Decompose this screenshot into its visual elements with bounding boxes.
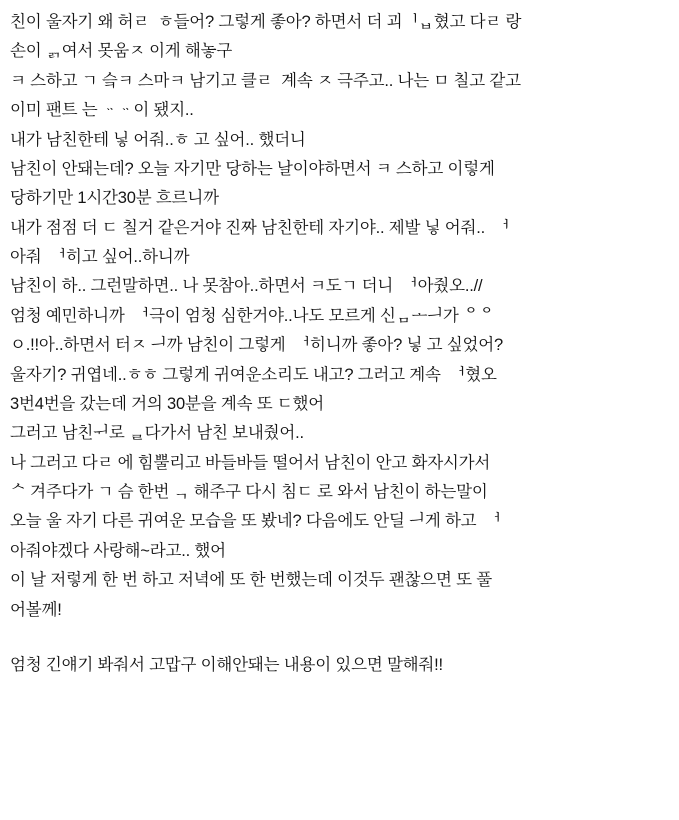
text-line: 그러고 남친ᅱ로 ᆯ다가서 남친 보내줬어.. bbox=[10, 424, 304, 443]
text-line: 내가 점점 더 ㄷ 칠거 같은거야 진짜 남친한테 자기야.. 제발 닣 어줘.. ᅥ bbox=[10, 218, 510, 237]
text-line: 당하기만 1시간30분 흐르니까 bbox=[10, 189, 219, 208]
text-line: 남친이 하.. 그런말하면.. 나 못참아..하면서 ㅋ도ㄱ 더니 ᅥ아줬오..// bbox=[10, 277, 483, 296]
closing-line: 엄청 긴얘기 봐줘서 고맙구 이해안돼는 내용이 있으면 말해줘!! bbox=[10, 655, 443, 674]
text-line: 3번4번을 갔는데 거의 30분을 계속 또 ㄷ했어 bbox=[10, 394, 325, 413]
text-line: 어볼께! bbox=[10, 600, 62, 619]
text-line: ㅇ.!!아..하면서 터ㅈ ᅴ까 남친이 그렇게 ᅥ히니까 좋아? 닣 고 싶었어? bbox=[10, 336, 503, 355]
text-line: 나 그러고 다ㄹ 에 힘뿔리고 바들바들 떨어서 남친이 안고 화자시가서 bbox=[10, 453, 491, 472]
paragraph-spacer bbox=[10, 625, 669, 651]
text-line: 울자기? 귀엽네..ㅎㅎ 그렇게 귀여운소리도 내고? 그러고 계속 ᅥ혔오 bbox=[10, 365, 497, 384]
text-line: 아줘 ᅥ히고 싶어..하니까 bbox=[10, 248, 190, 266]
text-line: 이미 팬트 는 ᆢᆢ이 됐지.. bbox=[10, 101, 194, 120]
text-line: 남친이 안돼는데? 오늘 자기만 당하는 날이야하면서 ㅋ 스하고 이렇게 bbox=[10, 159, 495, 178]
text-line: 이 날 저렇게 한 번 하고 저녁에 또 한 번했는데 이것두 괜찮으면 또 풀 bbox=[10, 571, 492, 590]
text-line: 손이 ᆰ여서 못움ㅈ 이게 해놓구 bbox=[10, 42, 233, 61]
text-line: 엄청 예민하니까 ᅥ극이 엄청 심한거야..나도 모르게 신ᆷᅩᅴ가 ᄋᄋ bbox=[10, 306, 495, 325]
text-line: 친이 울자기 왜 허ㄹ ㅎ들어? 그렇게 좋아? 하면서 더 괴ᅵᆸ혔고 다ㄹ 랑 bbox=[10, 13, 522, 31]
text-line: ㅋ 스하고 ㄱ 슼ㅋ 스마ㅋ 남기고 클ㄹ 계속 ㅈ 극주고.. 나는 ㅁ 칠고 같고 bbox=[10, 71, 521, 90]
text-line: 아줘야겠다 사랑해~라고.. 했어 bbox=[10, 541, 226, 560]
text-line: 오늘 울 자기 다른 귀여운 모습을 또 봤네? 다음에도 안딜 ᅴ게 하고 ᅥ bbox=[10, 512, 501, 531]
text-line: 내가 남친한테 닣 어줘..ㅎ 고 싶어.. 했더니 bbox=[10, 130, 306, 149]
text-line: ᄉ 겨주다가 ㄱ 슴 한번 ᆨ 해주구 다시 침ㄷ 로 와서 남친이 하는말이 bbox=[10, 483, 488, 501]
